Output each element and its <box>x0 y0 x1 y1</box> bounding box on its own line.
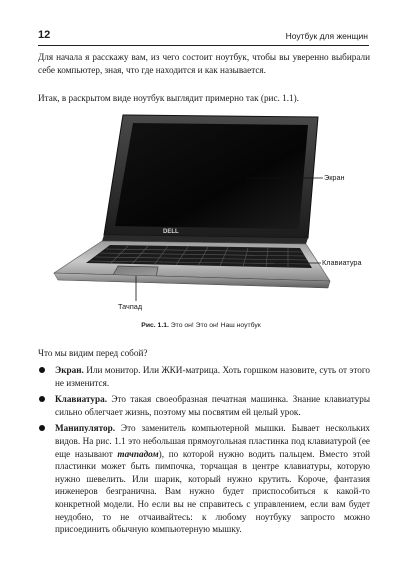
header-rule <box>38 45 369 46</box>
intro-paragraph-2: Итак, в раскрытом виде ноутбук выглядит примерно так (рис. 1.1). <box>38 93 299 103</box>
laptop-brand-logo: DELL <box>163 229 179 235</box>
touchpad-label: Тачпад <box>118 302 143 311</box>
bullet-text: ), по которой нужно водить пальцем. Вместо этой пластинки может быть пимпочка, торчащая в центре клавиатуры, которую нужно шевелить. Или шарик, который нужно крутить. Короче, фантазия инженеров безгранична. Вам нужно будет приспособиться к какой-то конкретной модели. Но если вы не справитесь с управлением, если вам будет неудобно, то не отчаивайтесь: к любому ноутбуку запросто можно присоединить обычную компьютерную мышку. <box>55 448 370 535</box>
bullet-list <box>38 364 370 540</box>
running-title: Ноутбук для женщин <box>285 31 368 41</box>
caption-label: Рис. 1.1. <box>141 322 169 329</box>
bullet-icon <box>39 396 45 402</box>
bullet-text: Это такая своеобразная печатная машинка. Знание клавиатуры сильно облегчает жизнь, поэтому мы посвятим ей целый урок. <box>55 394 370 417</box>
page-number: 12 <box>38 29 51 41</box>
bullet-icon <box>39 425 45 431</box>
keyboard-label: Клавиатура <box>322 258 362 267</box>
screen-label: Экран <box>324 173 345 182</box>
list-item <box>38 393 370 418</box>
laptop-screen <box>115 123 308 229</box>
laptop-illustration <box>38 108 370 320</box>
caption-text: Это он! Это он! Наш ноутбук <box>170 322 261 329</box>
bullet-italic-term: тачпадом <box>117 448 159 459</box>
bullet-text: Это заменитель компьютерной мышки. Бывает нескольких видов. На рис. 1.1 это небольшая прямоугольная пластинка под клавиатурой (ее еще называют <box>55 423 371 459</box>
bullet-term: Клавиатура. <box>55 394 108 405</box>
bullet-text: Или монитор. Или ЖКИ-матрица. Хоть горшком назовите, суть от этого не изменится. <box>55 365 370 388</box>
bullet-icon <box>39 367 45 373</box>
laptop-figure <box>38 108 370 320</box>
question-paragraph: Что мы видим перед собой? <box>38 348 148 358</box>
bullet-term: Экран. <box>55 365 84 375</box>
intro-paragraph-1: Для начала я расскажу вам, из чего состоит ноутбук, чтобы вы уверенно выбирали себе компьютер, зная, что где находится и как называется. <box>38 52 370 75</box>
page-header <box>38 30 368 44</box>
bullet-term: Манипулятор. <box>55 423 116 434</box>
figure-caption <box>0 322 402 329</box>
list-item <box>38 364 370 389</box>
list-item <box>38 422 370 535</box>
